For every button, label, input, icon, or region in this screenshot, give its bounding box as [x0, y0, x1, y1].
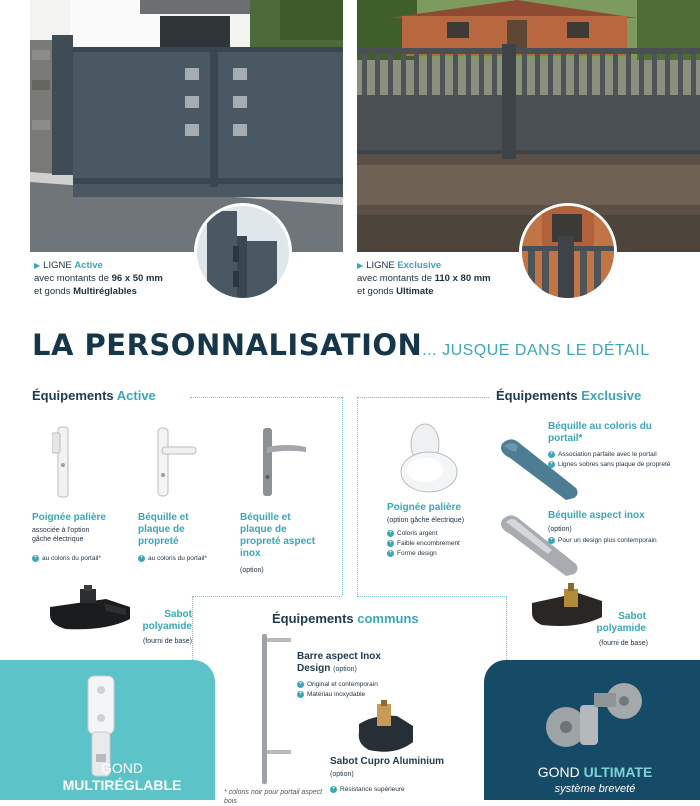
bequille-inox-sub: (option) — [240, 567, 264, 574]
gond-multireglable-title: GOND MULTIRÉGLABLE — [62, 760, 182, 793]
barre-inox-label: Barre aspect Inox Design (option) — [297, 651, 381, 674]
common-equipment-heading: Équipements communs — [272, 611, 419, 626]
barre-inox-image — [258, 632, 294, 787]
sabot-polyamide-active-label: Sabot polyamide — [142, 609, 192, 632]
bequille-inox-label: Béquille et plaque de propreté aspect inox — [240, 512, 316, 559]
divider — [357, 397, 358, 595]
plus-icon: + — [139, 554, 144, 561]
plus-icon: + — [298, 690, 303, 697]
sabot-cupro-bullets: + Résistance supérieure — [331, 785, 405, 793]
poignee-paliere-sub: associée à l'option gâche électrique — [32, 527, 90, 543]
poignee-paliere-exclusive-sub: (option gâche électrique) — [387, 517, 465, 524]
bequille-plaque-bullet: + au coloris du portail* — [139, 554, 207, 562]
divider — [192, 596, 342, 597]
plus-icon: + — [298, 680, 303, 687]
plus-icon: + — [549, 460, 554, 467]
divider — [357, 596, 507, 597]
divider — [190, 397, 342, 398]
bequille-inox-image — [258, 425, 308, 500]
bequille-inox-exclusive-bullets: + Pour un design plus contemporain — [549, 536, 657, 544]
title-rest: ... JUSQUE DANS LE DÉTAIL — [422, 342, 650, 359]
sabot-cupro-image — [355, 700, 417, 760]
plus-icon: + — [388, 529, 393, 536]
poignee-paliere-bullet: + au coloris du portail* — [33, 554, 101, 562]
bequille-plaque-label: Béquille et plaque de propreté — [138, 512, 189, 547]
bequille-plaque-image — [150, 425, 200, 500]
sabot-polyamide-exclusive-label: Sabot polyamide — [596, 611, 646, 634]
plus-icon: + — [388, 539, 393, 546]
active-line-caption: ▶ LIGNE Active avec montants de 96 x 50 mm et gonds Multiréglables — [34, 260, 163, 297]
exclusive-gate-photo — [357, 0, 700, 252]
poignee-paliere-label: Poignée palière — [32, 512, 106, 523]
sabot-polyamide-exclusive-sub: (fourni de base) — [598, 640, 648, 647]
exclusive-equipment-heading: Équipements Exclusive — [496, 388, 642, 403]
triangle-bullet-icon: ▶ — [34, 261, 41, 270]
footnote: * coloris noir pour portail aspect bois — [224, 789, 323, 805]
bequille-inox-exclusive-label: Béquille aspect inox — [548, 510, 645, 521]
triangle-bullet-icon: ▶ — [357, 261, 364, 270]
exclusive-line-caption: ▶ LIGNE Exclusive avec montants de 110 x 80 mm et gonds Ultimate — [357, 260, 491, 297]
sabot-cupro-label: Sabot Cupro Aluminium (option) — [330, 756, 445, 778]
sabot-polyamide-active-image — [46, 585, 134, 635]
poignee-paliere-exclusive-image — [395, 422, 461, 494]
gond-ultimate-title: GOND ULTIMATE système breveté — [537, 764, 653, 795]
bequille-inox-exclusive-sub: (option) — [548, 526, 572, 533]
page-title — [32, 328, 650, 362]
sabot-polyamide-active-sub: (fourni de base) — [142, 638, 192, 645]
active-gate-photo — [30, 0, 343, 252]
divider — [357, 397, 489, 398]
title-main: LA PERSONNALISATION — [32, 328, 423, 362]
gond-ultimate-image — [544, 675, 644, 755]
plus-icon: + — [549, 536, 554, 543]
poignee-paliere-exclusive-label: Poignée palière — [387, 502, 461, 513]
bequille-coloris-label: Béquille au coloris du portail* — [548, 421, 652, 444]
plus-icon: + — [331, 785, 336, 792]
plus-icon: + — [549, 450, 554, 457]
active-equipment-heading: Équipements Active — [32, 388, 156, 403]
divider — [342, 397, 343, 595]
poignee-paliere-exclusive-bullets: + Coloris argent + Faible encombrement + Forme design — [388, 529, 460, 557]
plus-icon: + — [33, 554, 38, 561]
plus-icon: + — [388, 549, 393, 556]
poignee-paliere-image — [52, 425, 74, 500]
bequille-coloris-bullets: + Association parfaite avec le portail + Lignes sobres sans plaque de propreté — [549, 450, 671, 468]
barre-inox-bullets: + Original et contemporain + Matériau inoxydable — [298, 680, 378, 698]
